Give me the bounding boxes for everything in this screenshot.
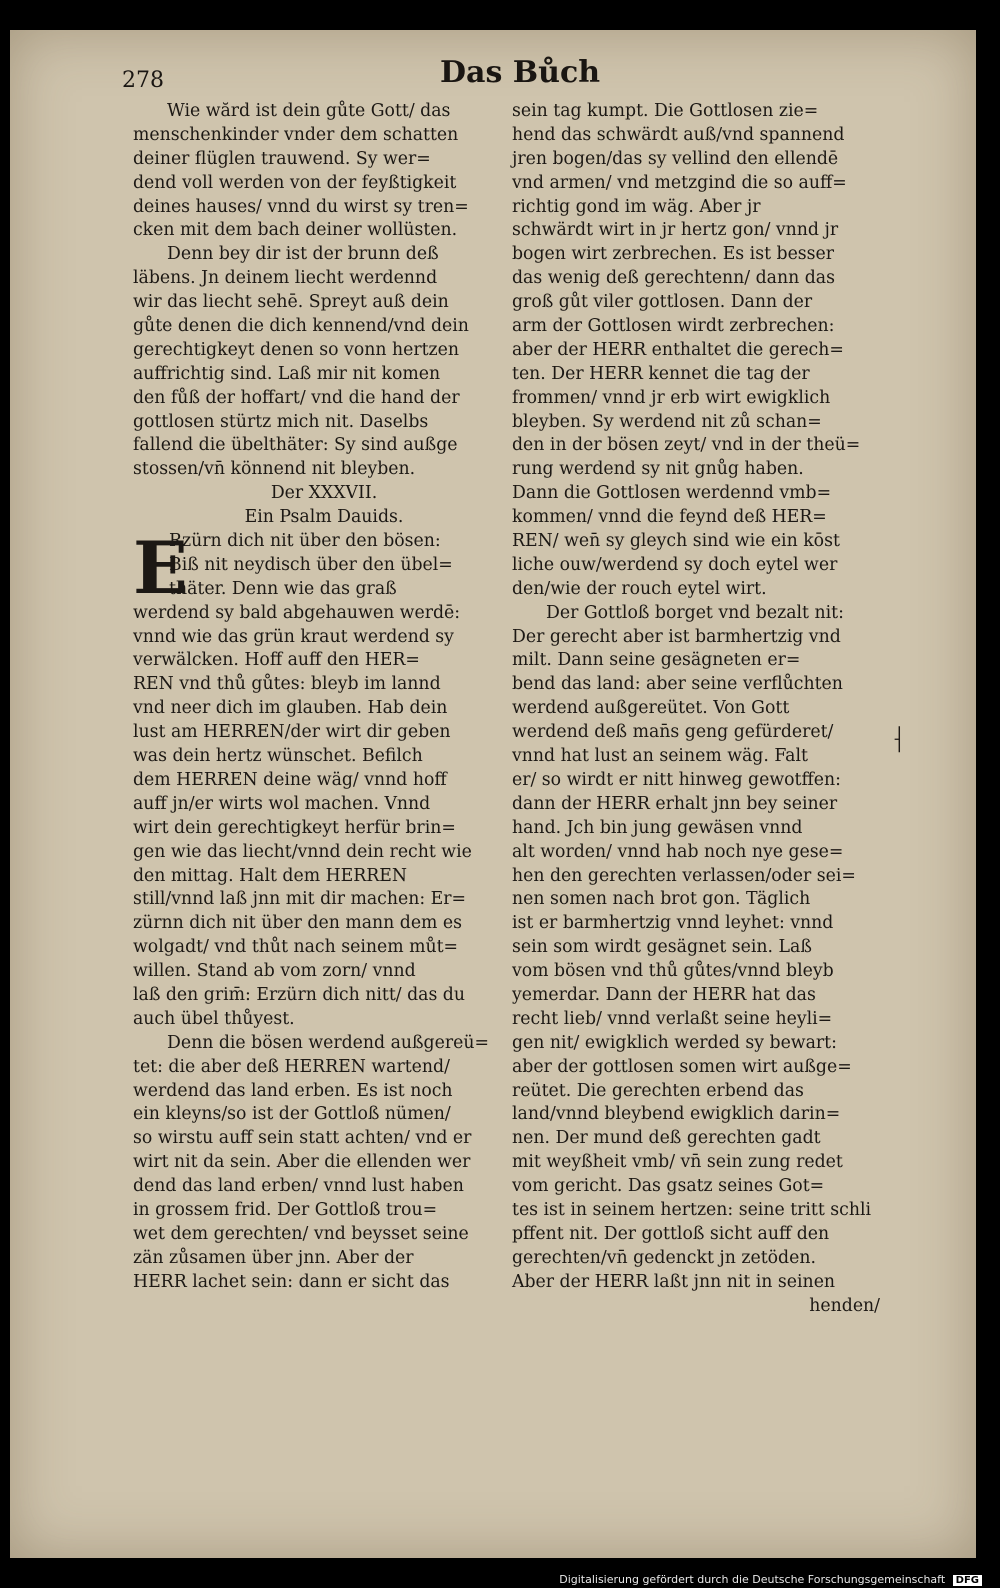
text-line: läbens. Jn deinem liecht werdennd (133, 268, 438, 289)
text-line: Dann die Gottlosen werdennd vmb= (512, 483, 832, 504)
text-line: willen. Stand ab vom zorn/ vnnd (133, 961, 416, 982)
footer (559, 1573, 982, 1586)
right-column (512, 100, 890, 1318)
text-line: Rzürn dich nit über den bösen: (169, 531, 441, 552)
text-line: hand. Jch bin jung gewäsen vnnd (512, 817, 803, 838)
text-line: verwälcken. Hoff auff den HER= (133, 650, 420, 671)
text-line: wirt dein gerechtigkeyt herfür brin= (133, 817, 456, 838)
text-line: arm der Gottlosen wirdt zerbrechen: (512, 316, 835, 337)
text-line: Der gerecht aber ist barmhertzig vnd (512, 626, 841, 647)
text-line: alt worden/ vnnd hab noch nye gese= (512, 841, 844, 862)
text-line: sein som wirdt gesägnet sein. Laß (512, 937, 812, 958)
text-line: auffrichtig sind. Laß mir nit komen (133, 363, 441, 384)
text-line: recht lieb/ vnnd verlaßt seine heyli= (512, 1008, 833, 1029)
left-column-lines-bottom (133, 525, 515, 1295)
text-line: zän zůsamen über jnn. Aber der (133, 1247, 414, 1268)
text-line: gottlosen stürtz mich nit. Daselbs (133, 411, 429, 432)
text-line: HERR lachet sein: dann er sicht das (133, 1271, 450, 1292)
text-line: vnd armen/ vnd metzgind die so auff= (512, 172, 847, 193)
page-number: 278 (122, 68, 164, 93)
text-line: werdend außgereütet. Von Gott (512, 698, 790, 719)
text-line: REN/ wen̄ sy gleych sind wie ein kōst (512, 531, 840, 552)
chapter-heading: Der XXXVII. (270, 483, 378, 504)
right-column-lines (512, 100, 890, 1295)
text-line: er/ so wirdt er nitt hinweg gewotffen: (512, 769, 841, 790)
text-line: auff jn/er wirts wol machen. Vnnd (133, 793, 431, 814)
text-line: deines hauses/ vnnd du wirst sy tren= (133, 196, 469, 217)
text-line: den mittag. Halt dem HERREN (133, 865, 408, 886)
text-line: pffent nit. Der gottloß sicht auff den (512, 1223, 830, 1244)
text-line: vnd neer dich im glauben. Hab dein (133, 698, 448, 719)
text-line: ein kleyns/so ist der Gottloß nümen/ (133, 1104, 451, 1125)
text-line: den/wie der rouch eytel wirt. (512, 578, 767, 599)
text-line: frommen/ vnnd jr erb wirt ewigklich (512, 387, 831, 408)
dfg-logo: DFG (953, 1575, 982, 1586)
text-line: tet: die aber deß HERREN wartend/ (133, 1056, 450, 1077)
text-line: still/vnnd laß jnn mit dir machen: Er= (133, 889, 466, 910)
text-line: stossen/vn̄ könnend nit bleyben. (133, 459, 416, 480)
text-line: den fůß der hoffart/ vnd die hand der (133, 387, 460, 408)
text-line: bleyben. Sy werdend nit zů schan= (512, 411, 822, 432)
catchword: henden/ (809, 1295, 880, 1316)
text-line: was dein hertz wünschet. Befilch (133, 746, 423, 767)
text-line: aber der HERR enthaltet die gerech= (512, 339, 844, 360)
text-line: Denn die bösen werdend außgereü= (167, 1032, 489, 1053)
text-line: tes ist in seinem hertzen: seine tritt schli (512, 1199, 872, 1220)
text-line: lust am HERREN/der wirt dir geben (133, 722, 451, 743)
text-line: wolgadt/ vnd thůt nach seinem můt= (133, 937, 459, 958)
left-column-lines-top (133, 100, 515, 482)
text-line: nen somen nach brot gon. Täglich (512, 889, 811, 910)
text-line: dann der HERR erhalt jnn bey seiner (512, 793, 838, 814)
text-line: yemerdar. Dann der HERR hat das (512, 984, 816, 1005)
text-line: vom bösen vnd thů gůtes/vnnd bleyb (512, 961, 834, 982)
text-line: wir das liecht sehē. Spreyt auß dein (133, 292, 449, 313)
initial-letter: E (133, 525, 188, 610)
text-line: auch übel thůyest. (133, 1008, 295, 1029)
text-line: laß den grim̄: Erzürn dich nitt/ das du (133, 984, 465, 1005)
text-line: richtig gond im wäg. Aber jr (512, 196, 761, 217)
text-line: dem HERREN deine wäg/ vnnd hoff (133, 769, 447, 790)
text-line: wirt nit da sein. Aber die ellenden wer (133, 1152, 471, 1173)
text-line: nen. Der mund deß gerechten gadt (512, 1128, 821, 1149)
text-line: liche ouw/werdend sy doch eytel wer (512, 554, 838, 575)
text-line: Aber der HERR laßt jnn nit in seinen (512, 1271, 836, 1292)
text-line: gen wie das liecht/vnnd dein recht wie (133, 841, 472, 862)
text-line: Wie wărd ist dein gůte Gott/ das (167, 101, 451, 121)
text-line: ist er barmhertzig vnnd leyhet: vnnd (512, 913, 834, 934)
text-line: rung werdend sy nit gnůg haben. (512, 459, 804, 480)
text-line: das wenig deß gerechtenn/ dann das (512, 268, 835, 289)
text-line: Der Gottloß borget vnd bezalt nit: (546, 602, 844, 623)
text-line: kommen/ vnnd die feynd deß HER= (512, 507, 827, 528)
text-line: dend voll werden von der feyßtigkeit (133, 172, 457, 193)
psalm-heading: Ein Psalm Dauids. (244, 507, 404, 528)
footer-text: Digitalisierung gefördert durch die Deutsche Forschungsgemeinschaft (559, 1573, 946, 1586)
text-line: gerechten/vn̄ gedenckt jn zetöden. (512, 1247, 816, 1268)
text-line: milt. Dann seine gesägneten er= (512, 650, 801, 671)
text-line: deiner flüglen trauwend. Sy wer= (133, 148, 431, 169)
text-line: ten. Der HERR kennet die tag der (512, 363, 810, 384)
text-line: schwärdt wirt in jr hertz gon/ vnnd jr (512, 220, 839, 241)
text-line: land/vnnd bleybend ewigklich darin= (512, 1104, 841, 1125)
text-line: groß gůt viler gottlosen. Dann der (512, 292, 813, 313)
text-line: hend das schwärdt auß/vnd spannend (512, 124, 845, 145)
left-column (133, 100, 515, 1295)
text-line: vom gericht. Das gsatz seines Got= (512, 1176, 825, 1197)
text-line: Biß nit neydisch über den übel= (169, 554, 453, 575)
text-line: gerechtigkeyt denen so vonn hertzen (133, 339, 459, 360)
text-line: mit weyßheit vmb/ vn̄ sein zung redet (512, 1152, 843, 1173)
running-title: Das Bůch (440, 55, 601, 90)
text-line: aber der gottlosen somen wirt außge= (512, 1056, 852, 1077)
text-line: dend das land erben/ vnnd lust haben (133, 1176, 464, 1197)
text-line: gen nit/ ewigklich werded sy bewart: (512, 1032, 837, 1053)
text-line: menschenkinder vnder dem schatten (133, 124, 459, 145)
text-line: cken mit dem bach deiner wollüsten. (133, 220, 458, 241)
text-line: thäter. Denn wie das graß (169, 578, 397, 599)
text-line: wet dem gerechten/ vnd beysset seine (133, 1223, 469, 1244)
text-line: jren bogen/das sy vellind den ellendē (512, 148, 839, 169)
text-line: fallend die übelthäter: Sy sind außge (133, 435, 458, 456)
text-line: den in der bösen zeyt/ vnd in der theü= (512, 435, 861, 456)
margin-mark-icon: ⸡ (890, 723, 905, 753)
text-line: werdend sy bald abgehauwen werdē: (133, 602, 461, 623)
text-line: reütet. Die gerechten erbend das (512, 1080, 804, 1101)
text-line: werdend das land erben. Es ist noch (133, 1080, 453, 1101)
text-line: sein tag kumpt. Die Gottlosen zie= (512, 101, 819, 121)
text-line: so wirstu auff sein statt achten/ vnd er (133, 1128, 472, 1149)
text-line: gůte denen die dich kennend/vnd dein (133, 316, 469, 337)
text-line: Denn bey dir ist der brunn deß (167, 244, 439, 265)
text-line: vnnd hat lust an seinem wäg. Falt (512, 746, 808, 767)
text-line: werdend deß man̄s geng gefürderet/ (512, 722, 834, 743)
text-line: bend das land: aber seine verflůchten (512, 674, 843, 695)
text-line: zürnn dich nit über den mann dem es (133, 913, 463, 934)
text-line: bogen wirt zerbrechen. Es ist besser (512, 244, 835, 265)
text-line: REN vnd thů gůtes: bleyb im lannd (133, 674, 441, 695)
text-line: hen den gerechten verlassen/oder sei= (512, 865, 856, 886)
text-line: in grossem frid. Der Gottloß trou= (133, 1199, 438, 1220)
text-line: vnnd wie das grün kraut werdend sy (133, 626, 454, 647)
